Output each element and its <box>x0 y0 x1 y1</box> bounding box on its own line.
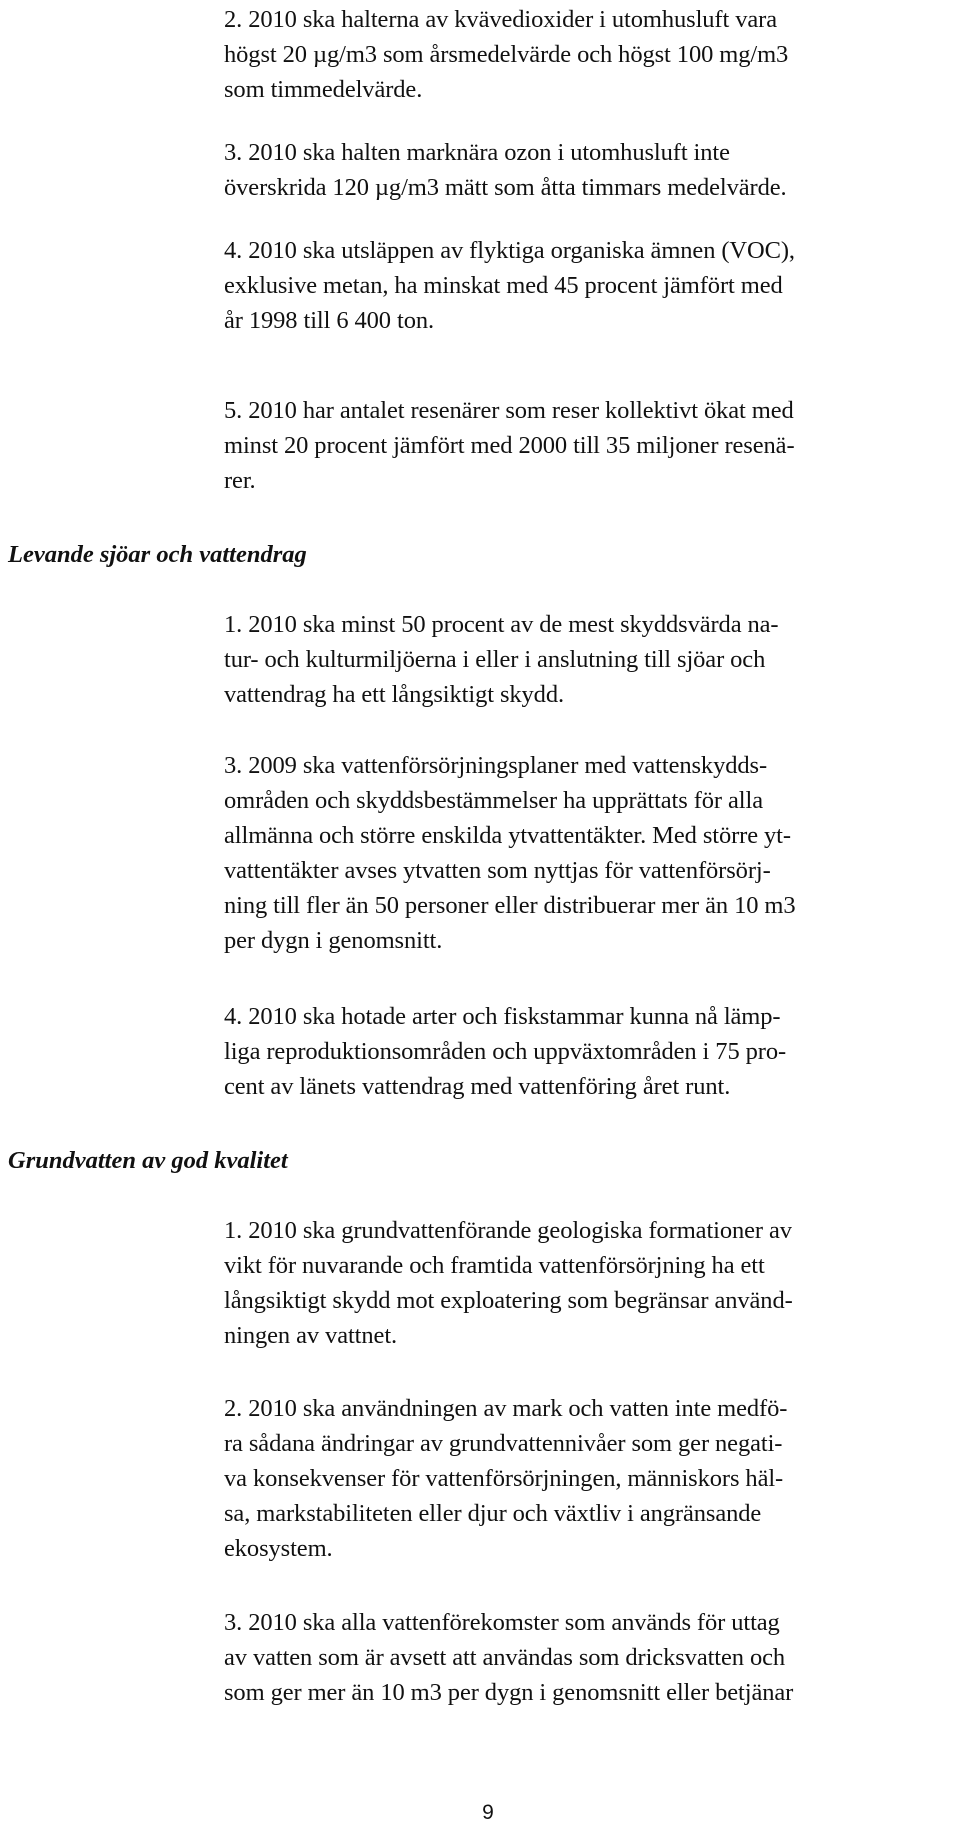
text-line: ra sådana ändringar av grundvattennivåer som ger negati- <box>224 1430 783 1457</box>
text-line: 4. 2010 ska hotade arter och fiskstammar kunna nå lämp- <box>224 1003 781 1030</box>
text-line: tur- och kulturmiljöerna i eller i anslutning till sjöar och <box>224 646 766 673</box>
text-line: 3. 2010 ska halten marknära ozon i utomhusluft inte <box>224 139 730 166</box>
text-line: 2. 2010 ska användningen av mark och vatten inte medfö- <box>224 1395 788 1422</box>
goal-item-lakes-4 <box>224 999 944 1104</box>
text-line: överskrida 120 µg/m3 mätt som åtta timmars medelvärde. <box>224 174 787 201</box>
text-line: vikt för nuvarande och framtida vattenförsörjning ha ett <box>224 1252 765 1279</box>
text-line: 3. 2009 ska vattenförsörjningsplaner med vattenskydds- <box>224 752 768 779</box>
text-line: minst 20 procent jämfört med 2000 till 35 miljoner resenä- <box>224 432 795 459</box>
text-line: vattentäkter avses ytvatten som nyttjas för vattenförsörj- <box>224 857 771 884</box>
goal-item-groundwater-1 <box>224 1213 944 1353</box>
goal-item-air-5 <box>224 393 944 498</box>
text-line: ning till fler än 50 personer eller distribuerar mer än 10 m3 <box>224 892 796 919</box>
text-line: 2. 2010 ska halterna av kvävedioxider i utomhusluft vara <box>224 6 777 33</box>
text-line: cent av länets vattendrag med vattenföring året runt. <box>224 1073 731 1100</box>
goal-item-air-3 <box>224 135 944 205</box>
text-line: 1. 2010 ska minst 50 procent av de mest skyddsvärda na- <box>224 611 779 638</box>
text-line: ningen av vattnet. <box>224 1322 398 1349</box>
text-line: av vatten som är avsett att användas som dricksvatten och <box>224 1644 786 1671</box>
text-line: vattendrag ha ett långsiktigt skydd. <box>224 681 565 708</box>
section-heading-lakes: Levande sjöar och vattendrag <box>8 541 307 568</box>
text-line: områden och skyddsbestämmelser ha upprättats för alla <box>224 787 763 814</box>
text-line: som timmedelvärde. <box>224 76 423 103</box>
goal-item-groundwater-2 <box>224 1391 944 1566</box>
section-heading-groundwater: Grundvatten av god kvalitet <box>8 1147 288 1174</box>
page-number: 9 <box>482 1801 494 1824</box>
text-line: 1. 2010 ska grundvattenförande geologiska formationer av <box>224 1217 792 1244</box>
text-line: va konsekvenser för vattenförsörjningen, människors häl- <box>224 1465 784 1492</box>
text-line: ekosystem. <box>224 1535 333 1562</box>
text-line: högst 20 µg/m3 som årsmedelvärde och högst 100 mg/m3 <box>224 41 789 68</box>
text-line: sa, markstabiliteten eller djur och växtliv i angränsande <box>224 1500 762 1527</box>
goal-item-air-2 <box>224 2 944 107</box>
text-line: som ger mer än 10 m3 per dygn i genomsnitt eller betjänar <box>224 1679 794 1706</box>
text-line: 3. 2010 ska alla vattenförekomster som används för uttag <box>224 1609 780 1636</box>
text-line: allmänna och större enskilda ytvattentäkter. Med större yt- <box>224 822 791 849</box>
text-line: 4. 2010 ska utsläppen av flyktiga organiska ämnen (VOC), <box>224 237 795 264</box>
goal-item-groundwater-3 <box>224 1605 944 1710</box>
text-line: långsiktigt skydd mot exploatering som begränsar använd- <box>224 1287 793 1314</box>
goal-item-air-4 <box>224 233 944 338</box>
text-line: per dygn i genomsnitt. <box>224 927 443 954</box>
goal-item-lakes-1 <box>224 607 944 712</box>
text-line: rer. <box>224 467 256 494</box>
goal-item-lakes-3 <box>224 748 944 958</box>
text-line: exklusive metan, ha minskat med 45 procent jämfört med <box>224 272 783 299</box>
text-line: 5. 2010 har antalet resenärer som reser kollektivt ökat med <box>224 397 794 424</box>
text-line: år 1998 till 6 400 ton. <box>224 307 435 334</box>
text-line: liga reproduktionsområden och uppväxtområden i 75 pro- <box>224 1038 787 1065</box>
